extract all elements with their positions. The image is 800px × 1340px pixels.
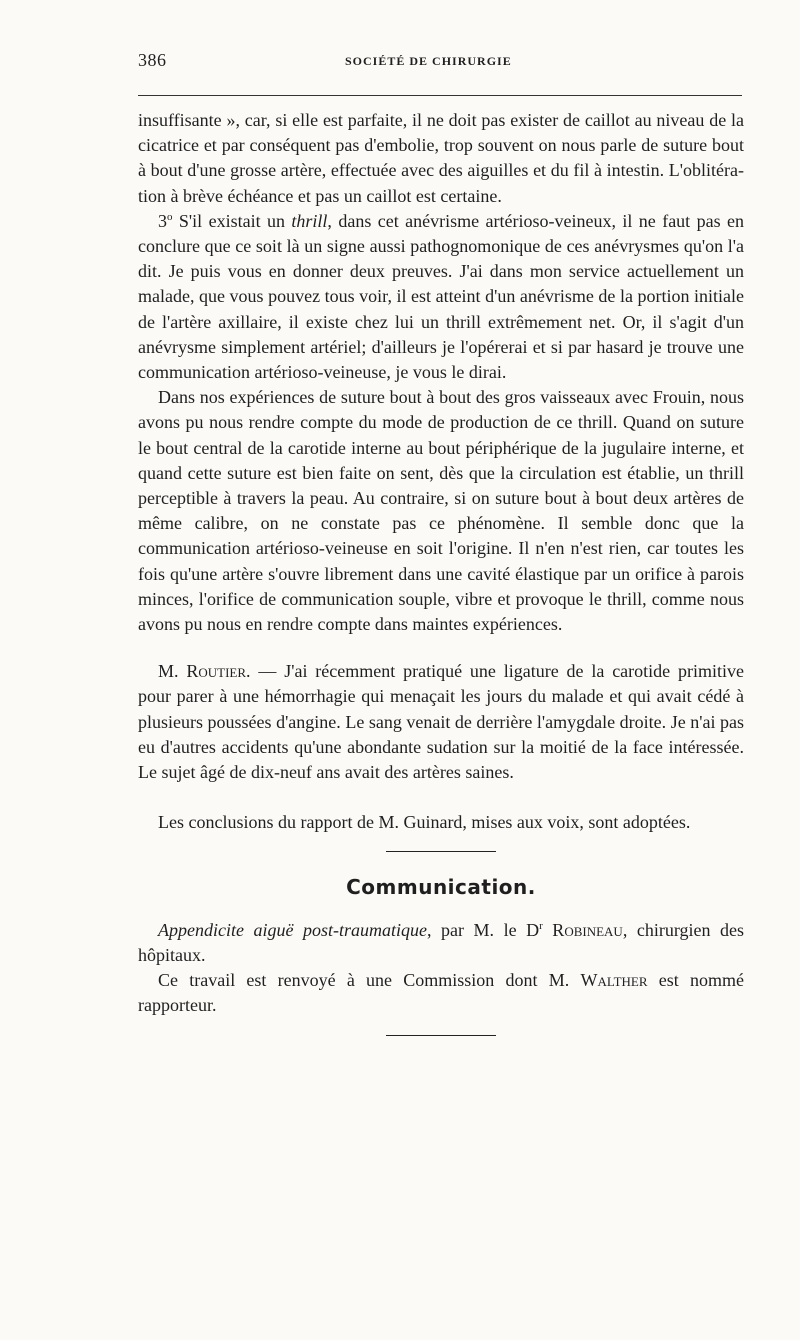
thrill-body: , dans cet anévrisme artérioso-veineux, il ne faut pas en conclure que ce soit là un signe aussi pathognomonique de ces anévrysmes qu'on l'a dit. Je puis vous en donner deux preuves. J'ai dans mon service actuellement un malade, que vous pouvez tous voir, il est atteint d'un anévrisme de la portion initiale de l'artère axillaire, il existe chez lui un thrill extrêmement net. Or, il s'agit d'un anévrysme simplement artériel; d'ailleurs je l'opérerai et si par hasard je trouve une communication artérioso-veineuse, je vous le dirai. bbox=[138, 210, 744, 383]
header-rule bbox=[138, 95, 742, 96]
routier-remarks: . — J'ai récemment pratiqué une ligature de la carotide primitive pour parer à une hémorrhagie qui menaçait les jours du malade et qui avait cédé à plusieurs poussées d'angine. Le sang venait de derrière l'amygdale droite. Je n'ai pas eu d'autres accidents qu'une abondante sudation sur la moitié de la face intéressée. Le sujet âgé de dix-neuf ans avait des artères saines. bbox=[138, 661, 744, 783]
referral-text: Ce travail est renvoyé à une Commission dont M. bbox=[158, 970, 581, 991]
communication-author-role: , chirurgien des hôpitaux. bbox=[138, 919, 745, 965]
thrill-term: thrill bbox=[291, 210, 328, 231]
rapporteur-name: Walther bbox=[580, 970, 648, 991]
section-title: Communication. bbox=[346, 875, 536, 900]
separator-rule bbox=[386, 851, 496, 852]
communication-by: , par M. le D bbox=[427, 919, 540, 940]
paragraph-experiences: Dans nos expériences de suture bout à bout des gros vaisseaux avec Frouin, nous avons pu nous rendre compte du mode de production de ce thrill. Quand on suture le bout central de la carotide interne au bout périphérique de la jugulaire interne, et quand cette suture est bien faite on sent, dès que la circulation est établie, un thrill perceptible à travers la peau. Au contraire, si on suture bout à bout deux artères de même calibre, on ne constate pas ce phénomène. Il semble donc que la communication artérioso-veineuse en soit l'origine. Il n'en n'est rien, car toutes les fois qu'une artère s'ouvre librement dans une cavité élastique par un orifice à parois minces, l'orifice de communication souple, vibre et provoque le thrill, comme nous avons pu nous en rendre compte dans maintes expériences. bbox=[138, 387, 744, 635]
speaker-name: Routier bbox=[186, 661, 247, 682]
speaker-prefix: M. bbox=[158, 661, 187, 682]
page-number: 386 bbox=[138, 50, 167, 70]
point-number: 3 bbox=[158, 210, 167, 231]
spacer bbox=[138, 785, 744, 810]
communication-title: Appendicite aiguë post-traumatique bbox=[158, 919, 428, 940]
closing-separator-rule bbox=[386, 1035, 496, 1036]
page-header bbox=[138, 50, 742, 78]
thrill-intro: S'il existait un bbox=[172, 210, 292, 231]
paragraph-routier bbox=[138, 659, 744, 785]
point-number-superscript: o bbox=[167, 210, 173, 223]
running-title: SOCIÉTÉ DE CHIRURGIE bbox=[345, 54, 512, 68]
paragraph-thrill-point-3 bbox=[138, 209, 744, 385]
spacer bbox=[138, 637, 744, 659]
paragraph-communication-title bbox=[138, 918, 744, 968]
paragraph-conclusions: Les conclusions du rapport de M. Guinard, mises aux voix, sont adoptées. bbox=[158, 812, 691, 833]
article-body bbox=[138, 108, 744, 1036]
paragraph-embolie: insuffisante », car, si elle est parfaite, il ne doit pas exister de caillot au niveau de la cicatrice et par conséquent pas d'embolie, trop souvent on nous parle de suture bout à bout d'une grosse artère, effectuée avec des aiguilles et du fil à intestin. L'oblitération à brève échéance et pas un caillot est certaine. bbox=[138, 110, 744, 206]
communication-author: Robineau bbox=[542, 919, 623, 940]
paragraph-referral bbox=[138, 968, 744, 1018]
referral-end: est nommé rapporteur. bbox=[138, 970, 744, 1016]
doctor-superscript: r bbox=[539, 919, 543, 932]
